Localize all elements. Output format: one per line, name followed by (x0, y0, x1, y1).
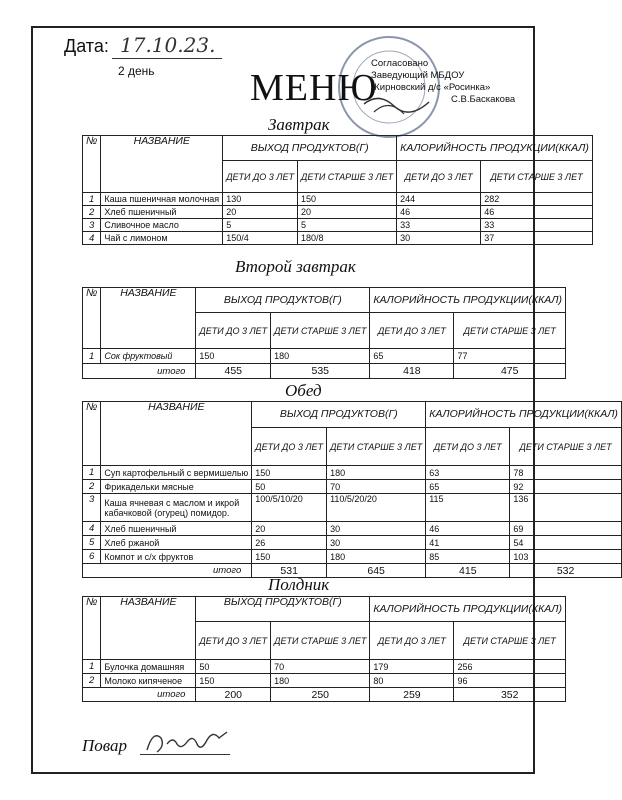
calories-over3: 46 (481, 206, 593, 219)
col-output-under3: ДЕТИ ДО 3 ЛЕТ (252, 428, 327, 466)
col-calories-under3: ДЕТИ ДО 3 ЛЕТ (426, 428, 510, 466)
output-over3: 70 (271, 660, 370, 674)
output-under3: 150/4 (223, 232, 298, 245)
table-row (83, 219, 593, 232)
row-number: 5 (83, 536, 101, 550)
row-number: 3 (83, 494, 101, 522)
table-row (83, 193, 593, 206)
second-breakfast-table (82, 287, 566, 379)
total-calories-under3: 415 (426, 564, 510, 578)
total-label: итого (83, 364, 196, 379)
row-number: 3 (83, 219, 101, 232)
table-row (83, 480, 622, 494)
output-under3: 150 (196, 674, 271, 688)
row-number: 2 (83, 480, 101, 494)
output-under3: 100/5/10/20 (252, 494, 327, 522)
calories-over3: 103 (510, 550, 622, 564)
snack-table (82, 596, 566, 702)
col-num: № (83, 288, 101, 349)
dish-name: Булочка домашняя (101, 660, 196, 674)
col-output-over3: ДЕТИ СТАРШЕ 3 ЛЕТ (271, 622, 370, 660)
total-calories-under3: 418 (370, 364, 454, 379)
calories-under3: 30 (397, 232, 481, 245)
output-over3: 70 (327, 480, 426, 494)
table-row (83, 660, 566, 674)
table-row (83, 522, 622, 536)
col-calories-over3: ДЕТИ СТАРШЕ 3 ЛЕТ (454, 622, 566, 660)
dish-name: Хлеб ржаной (101, 536, 252, 550)
total-calories-over3: 532 (510, 564, 622, 578)
calories-under3: 65 (370, 349, 454, 364)
dish-name: Сок фруктовый (101, 349, 196, 364)
dish-name: Хлеб пшеничный (101, 522, 252, 536)
calories-under3: 179 (370, 660, 454, 674)
dish-name: Сливочное масло (101, 219, 223, 232)
total-row (83, 564, 622, 578)
calories-over3: 96 (454, 674, 566, 688)
dish-name: Каша ячневая с маслом и икрой кабачковой (огурец) помидор. (101, 494, 252, 522)
calories-over3: 92 (510, 480, 622, 494)
col-calories-over3: ДЕТИ СТАРШЕ 3 ЛЕТ (454, 313, 566, 349)
cook-signature (143, 724, 233, 758)
table-row (83, 494, 622, 522)
output-over3: 180 (271, 674, 370, 688)
col-output: ВЫХОД ПРОДУКТОВ(Г) (196, 288, 370, 313)
total-calories-over3: 352 (454, 688, 566, 702)
col-num: № (83, 402, 101, 466)
output-over3: 180 (271, 349, 370, 364)
col-calories-under3: ДЕТИ ДО 3 ЛЕТ (370, 622, 454, 660)
col-num: № (83, 597, 101, 660)
table-row (83, 206, 593, 219)
table-row (83, 466, 622, 480)
col-output-under3: ДЕТИ ДО 3 ЛЕТ (196, 622, 271, 660)
row-number: 1 (83, 466, 101, 480)
col-calories: КАЛОРИЙНОСТЬ ПРОДУКЦИИ(ККАЛ) (426, 402, 622, 428)
col-output-under3: ДЕТИ ДО 3 ЛЕТ (223, 161, 298, 193)
col-output: ВЫХОД ПРОДУКТОВ(Г) (223, 136, 397, 161)
col-output: ВЫХОД ПРОДУКТОВ(Г) (252, 402, 426, 428)
dish-name: Каша пшеничная молочная (101, 193, 223, 206)
col-output-over3: ДЕТИ СТАРШЕ 3 ЛЕТ (271, 313, 370, 349)
col-calories-under3: ДЕТИ ДО 3 ЛЕТ (370, 313, 454, 349)
output-over3: 30 (327, 536, 426, 550)
date-value: 17.10.23. (120, 33, 216, 57)
dish-name: Чай с лимоном (101, 232, 223, 245)
menu-title: МЕНЮ (250, 67, 378, 109)
output-over3: 180 (327, 550, 426, 564)
approval-line-1: Согласовано (371, 58, 429, 69)
output-under3: 20 (252, 522, 327, 536)
total-calories-over3: 475 (454, 364, 566, 379)
col-calories: КАЛОРИЙНОСТЬ ПРОДУКЦИИ(ККАЛ) (370, 597, 566, 622)
output-under3: 150 (196, 349, 271, 364)
output-over3: 150 (297, 193, 396, 206)
calories-under3: 41 (426, 536, 510, 550)
calories-under3: 65 (426, 480, 510, 494)
date-underline (112, 58, 222, 59)
row-number: 4 (83, 232, 101, 245)
row-number: 1 (83, 660, 101, 674)
col-name: НАЗВАНИЕ (101, 402, 252, 466)
date-label: Дата: (64, 36, 109, 56)
calories-over3: 37 (481, 232, 593, 245)
calories-over3: 77 (454, 349, 566, 364)
approval-line-2: Заведующий МБДОУ (371, 70, 465, 81)
table-row (83, 550, 622, 564)
approval-block (371, 58, 515, 106)
table-row (83, 349, 566, 364)
output-over3: 110/5/20/20 (327, 494, 426, 522)
output-under3: 150 (252, 466, 327, 480)
lunch-table (82, 401, 622, 578)
calories-under3: 244 (397, 193, 481, 206)
col-calories-under3: ДЕТИ ДО 3 ЛЕТ (397, 161, 481, 193)
day-label: 2 день (118, 64, 155, 78)
total-output-over3: 645 (327, 564, 426, 578)
output-over3: 180 (327, 466, 426, 480)
calories-under3: 63 (426, 466, 510, 480)
calories-over3: 136 (510, 494, 622, 522)
dish-name: Компот и с/х фруктов (101, 550, 252, 564)
calories-under3: 85 (426, 550, 510, 564)
dish-name: Суп картофельный с вермишелью (101, 466, 252, 480)
total-label: итого (83, 688, 196, 702)
row-number: 1 (83, 193, 101, 206)
calories-over3: 78 (510, 466, 622, 480)
col-name: НАЗВАНИЕ (101, 597, 196, 660)
total-row (83, 364, 566, 379)
total-output-over3: 250 (271, 688, 370, 702)
col-name: НАЗВАНИЕ (101, 288, 196, 349)
calories-over3: 54 (510, 536, 622, 550)
dish-name: Молоко кипяченое (101, 674, 196, 688)
row-number: 4 (83, 522, 101, 536)
total-output-under3: 531 (252, 564, 327, 578)
output-over3: 5 (297, 219, 396, 232)
total-output-over3: 535 (271, 364, 370, 379)
total-label: итого (83, 564, 252, 578)
table-row (83, 232, 593, 245)
col-calories-over3: ДЕТИ СТАРШЕ 3 ЛЕТ (510, 428, 622, 466)
col-output-over3: ДЕТИ СТАРШЕ 3 ЛЕТ (297, 161, 396, 193)
calories-under3: 115 (426, 494, 510, 522)
col-calories-over3: ДЕТИ СТАРШЕ 3 ЛЕТ (481, 161, 593, 193)
output-under3: 20 (223, 206, 298, 219)
calories-over3: 69 (510, 522, 622, 536)
output-over3: 30 (327, 522, 426, 536)
col-num: № (83, 136, 101, 193)
row-number: 6 (83, 550, 101, 564)
section-title-snack: Полдник (268, 575, 330, 594)
output-under3: 26 (252, 536, 327, 550)
dish-name: Фрикадельки мясные (101, 480, 252, 494)
output-under3: 50 (196, 660, 271, 674)
output-under3: 130 (223, 193, 298, 206)
calories-over3: 282 (481, 193, 593, 206)
row-number: 2 (83, 206, 101, 219)
approval-line-4: С.В.Баскакова (451, 94, 516, 105)
calories-under3: 80 (370, 674, 454, 688)
dish-name: Хлеб пшеничный (101, 206, 223, 219)
col-output: ВЫХОД ПРОДУКТОВ(Г) (196, 597, 370, 622)
approval-line-3: Жирновский д/с «Росинка» (371, 82, 491, 93)
section-title-breakfast: Завтрак (268, 115, 330, 134)
section-title-lunch: Обед (285, 381, 322, 400)
output-over3: 20 (297, 206, 396, 219)
total-row (83, 688, 566, 702)
calories-under3: 46 (397, 206, 481, 219)
col-calories: КАЛОРИЙНОСТЬ ПРОДУКЦИИ(ККАЛ) (370, 288, 566, 313)
calories-over3: 33 (481, 219, 593, 232)
breakfast-table (82, 135, 593, 245)
col-output-under3: ДЕТИ ДО 3 ЛЕТ (196, 313, 271, 349)
col-calories: КАЛОРИЙНОСТЬ ПРОДУКЦИИ(ККАЛ) (397, 136, 593, 161)
calories-under3: 33 (397, 219, 481, 232)
table-row (83, 674, 566, 688)
output-over3: 180/8 (297, 232, 396, 245)
row-number: 1 (83, 349, 101, 364)
output-under3: 150 (252, 550, 327, 564)
section-title-second-breakfast: Второй завтрак (235, 257, 356, 276)
row-number: 2 (83, 674, 101, 688)
total-output-under3: 200 (196, 688, 271, 702)
calories-over3: 256 (454, 660, 566, 674)
output-under3: 50 (252, 480, 327, 494)
total-output-under3: 455 (196, 364, 271, 379)
col-output-over3: ДЕТИ СТАРШЕ 3 ЛЕТ (327, 428, 426, 466)
col-name: НАЗВАНИЕ (101, 136, 223, 193)
calories-under3: 46 (426, 522, 510, 536)
table-row (83, 536, 622, 550)
total-calories-under3: 259 (370, 688, 454, 702)
output-under3: 5 (223, 219, 298, 232)
cook-label: Повар (82, 736, 128, 755)
